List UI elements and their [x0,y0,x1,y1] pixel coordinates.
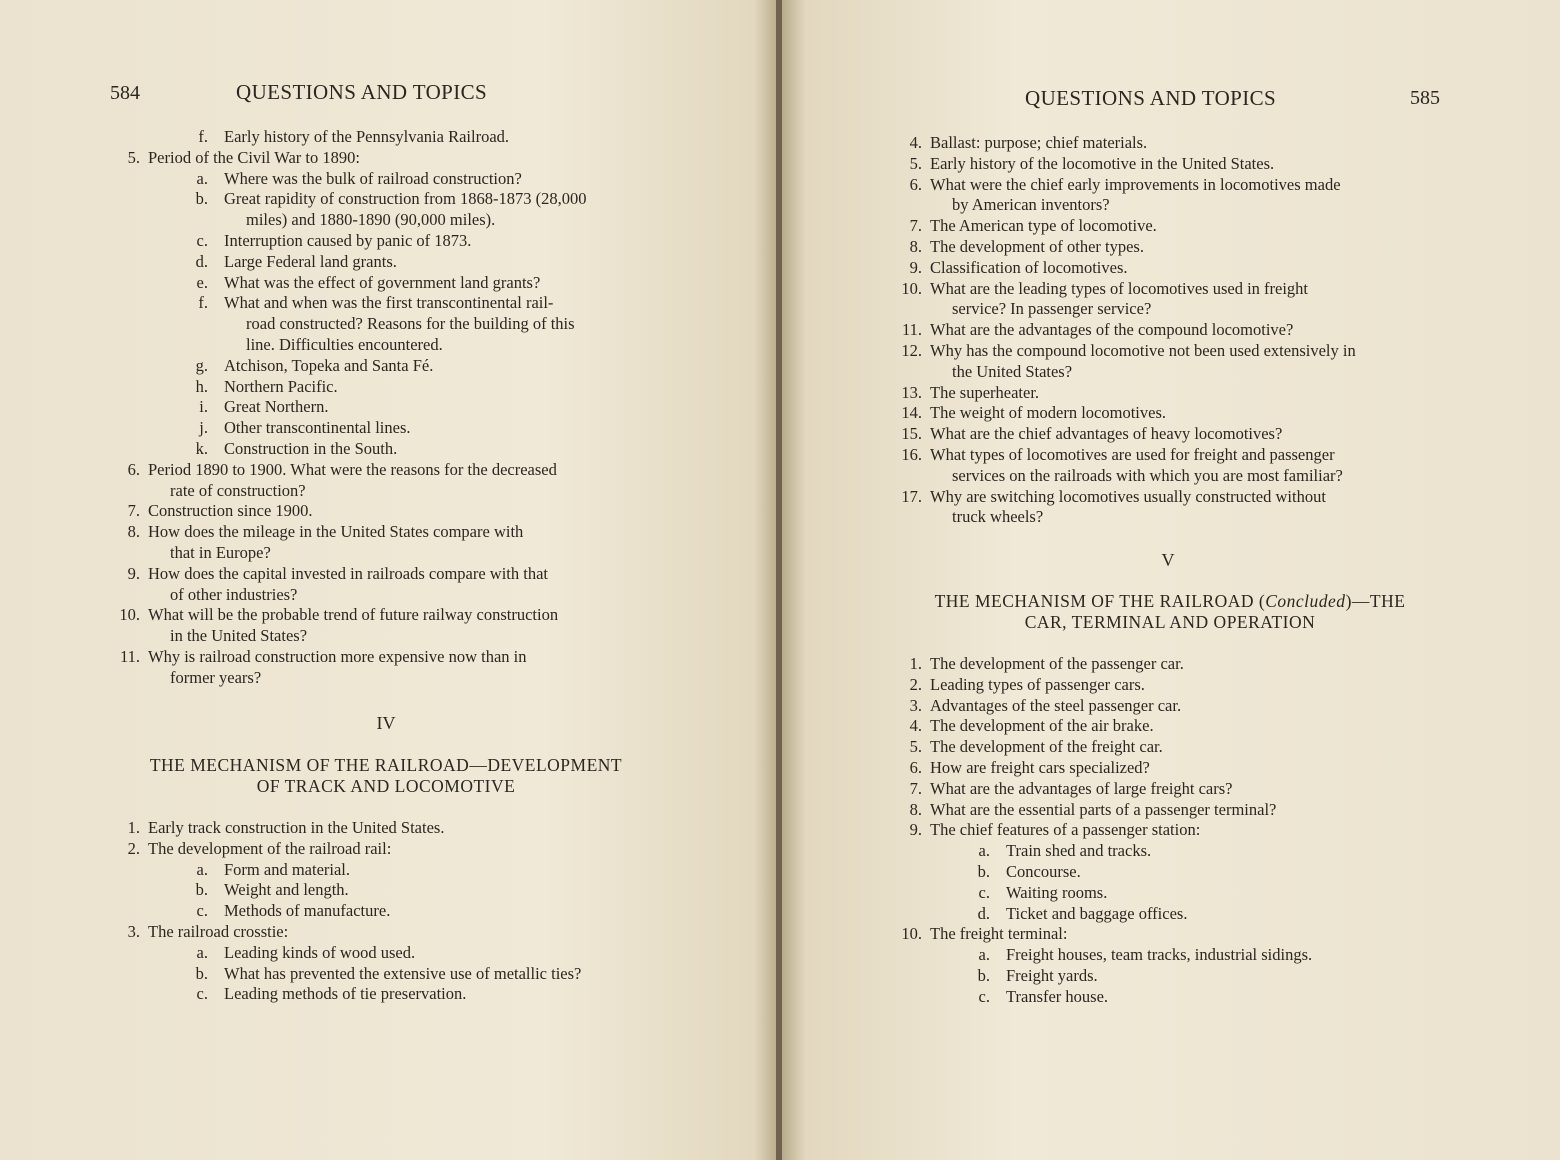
section-title-line: OF TRACK AND LOCOMOTIVE [256,776,516,796]
topic-list [110,818,670,1005]
list-item-continuation [110,210,670,231]
item-text: The development of the railroad rail: [148,838,392,858]
item-number: d. [977,903,990,923]
list-item [892,487,1452,508]
list-item [110,647,670,668]
item-text: The freight terminal: [930,924,1068,944]
running-head: QUESTIONS AND TOPICS [236,80,488,104]
list-item [892,279,1452,300]
list-item [892,258,1452,279]
list-item [892,987,1452,1008]
item-number: a. [196,942,208,962]
item-text: Why are switching locomotives usually constructed without [930,486,1326,506]
list-item-continuation [892,299,1452,320]
item-text: How does the mileage in the United States compare with [148,522,524,542]
item-text: What are the leading types of locomotives used in freight [930,278,1309,298]
item-text: in the United States? [170,626,308,646]
list-item [892,779,1452,800]
list-item [892,424,1452,445]
item-number: 14. [901,403,922,423]
list-item-continuation [892,362,1452,383]
section-number: V [1161,550,1175,570]
section-number: IV [376,713,396,733]
item-number: c. [196,984,208,1004]
item-text: What are the chief advantages of heavy locomotives? [930,424,1283,444]
item-text: Advantages of the steel passenger car. [930,695,1182,715]
item-number: h. [195,376,208,396]
left-page [0,0,778,1160]
item-text: Where was the bulk of railroad construction? [224,168,522,188]
list-item-continuation [892,195,1452,216]
item-number: a. [196,168,208,188]
list-item [892,945,1452,966]
item-number: f. [198,293,208,313]
item-text: The weight of modern locomotives. [930,403,1166,423]
item-text: What and when was the first transcontinental rail- [224,293,554,313]
item-number: c. [196,901,208,921]
item-number: b. [195,189,208,209]
list-item [892,862,1452,883]
item-text: Early track construction in the United States. [148,818,445,837]
list-item [110,901,670,922]
item-text: Weight and length. [224,880,349,900]
item-text: Period of the Civil War to 1890: [148,147,360,167]
list-item [110,356,670,377]
item-number: k. [195,438,208,458]
list-item [110,522,670,543]
list-item-continuation [892,507,1452,528]
item-text: Why is railroad construction more expensive now than in [148,646,527,666]
item-text: Construction since 1900. [148,501,313,521]
item-text: What are the advantages of the compound locomotive? [930,320,1294,340]
item-number: 1. [127,818,140,837]
item-number: 17. [901,486,922,506]
item-number: c. [978,986,990,1006]
section-title [894,591,1446,633]
list-item-continuation [110,585,670,606]
item-number: 5. [127,147,140,167]
item-text: Why has the compound locomotive not been used extensively in [930,340,1356,360]
list-item [110,169,670,190]
list-item [110,943,670,964]
item-text: How are freight cars specialized? [930,757,1150,777]
item-text: of other industries? [170,584,298,604]
item-number: 8. [909,236,922,256]
item-text: Interruption caused by panic of 1873. [224,230,472,250]
item-number: 8. [909,799,922,819]
item-text: How does the capital invested in railroads compare with that [148,563,549,583]
section-title-line: CAR, TERMINAL AND OPERATION [1024,612,1316,632]
list-item-continuation [110,335,670,356]
question-list [892,133,1452,528]
item-text: Great Northern. [224,397,329,417]
item-number: 10. [119,605,140,625]
list-item [110,605,670,626]
list-item [892,320,1452,341]
page-number: 584 [110,82,140,104]
item-text: miles) and 1880-1890 (90,000 miles). [246,210,496,230]
list-item [110,564,670,585]
list-item [892,800,1452,821]
item-text: Form and material. [224,859,351,879]
item-number: b. [977,965,990,985]
section-title-line: THE MECHANISM OF THE RAILROAD (Concluded)—THE [934,591,1406,611]
item-number: 6. [909,757,922,777]
page-number: 585 [1410,87,1440,109]
item-text: Concourse. [1006,861,1081,881]
item-text: The development of the passenger car. [930,654,1184,673]
list-item [892,924,1452,945]
list-item [110,189,670,210]
item-number: a. [978,945,990,965]
item-number: b. [195,880,208,900]
item-number: 2. [127,838,140,858]
item-number: c. [978,882,990,902]
item-text: services on the railroads with which you are most familiar? [952,465,1343,485]
item-number: 2. [909,674,922,694]
item-number: d. [195,251,208,271]
list-item-continuation [110,668,670,689]
item-text: that in Europe? [170,542,271,562]
item-text: Great rapidity of construction from 1868-1873 (28,000 [224,189,587,209]
item-text: truck wheels? [952,507,1044,527]
item-text: Ballast: purpose; chief materials. [930,133,1148,152]
item-text: Northern Pacific. [224,376,338,396]
item-number: 4. [909,716,922,736]
list-item [110,231,670,252]
item-number: c. [196,230,208,250]
item-text: What were the chief early improvements in locomotives made [930,174,1341,194]
item-text: Early history of the Pennsylvania Railroad. [224,127,510,146]
item-text: The American type of locomotive. [930,216,1157,236]
item-text: Leading methods of tie preservation. [224,984,467,1004]
item-text: Methods of manufacture. [224,901,391,921]
item-text: Waiting rooms. [1006,882,1108,902]
list-item [892,758,1452,779]
item-text: Transfer house. [1006,986,1109,1006]
item-number: 6. [909,174,922,194]
item-text: Ticket and baggage offices. [1006,903,1188,923]
list-item [892,175,1452,196]
item-text: What will be the probable trend of future railway construction [148,605,559,625]
item-number: 5. [909,737,922,757]
item-number: 9. [127,563,140,583]
list-item [892,675,1452,696]
item-text: The development of the air brake. [930,716,1154,736]
item-number: 10. [901,278,922,298]
item-text: What are the essential parts of a passenger terminal? [930,799,1277,819]
list-item [892,154,1452,175]
item-number: j. [199,418,208,438]
list-item [110,252,670,273]
list-item [892,716,1452,737]
list-item-continuation [110,481,670,502]
list-item [110,273,670,294]
list-item-continuation [110,543,670,564]
item-text: Leading types of passenger cars. [930,674,1145,694]
topic-list [892,654,1452,1008]
list-item [110,377,670,398]
item-number: a. [978,841,990,861]
list-item [110,397,670,418]
list-item [110,984,670,1005]
list-item [892,820,1452,841]
list-item [892,883,1452,904]
item-number: 1. [909,654,922,673]
list-item [110,293,670,314]
item-number: 6. [127,459,140,479]
running-head: QUESTIONS AND TOPICS [1025,86,1277,110]
item-text: rate of construction? [170,480,306,500]
item-text: Period 1890 to 1900. What were the reasons for the decreased [148,459,557,479]
item-number: 10. [901,924,922,944]
item-number: i. [199,397,208,417]
list-item-continuation [110,626,670,647]
list-item [110,501,670,522]
item-number: 11. [901,320,922,340]
item-text: What types of locomotives are used for freight and passenger [930,444,1335,464]
item-text: The development of the freight car. [930,737,1163,757]
list-item [110,127,670,148]
list-item [892,654,1452,675]
list-item [110,880,670,901]
list-item [892,341,1452,362]
item-number: g. [195,355,208,375]
list-item [110,418,670,439]
item-text: Early history of the locomotive in the United States. [930,153,1275,173]
right-page [782,0,1560,1160]
list-item [110,818,670,839]
list-item [892,737,1452,758]
item-number: 4. [909,133,922,152]
list-item [892,216,1452,237]
item-text: The chief features of a passenger station: [930,820,1201,840]
item-text: What are the advantages of large freight cars? [930,778,1233,798]
item-number: b. [977,861,990,881]
item-number: 13. [901,382,922,402]
item-text: Leading kinds of wood used. [224,942,416,962]
item-text: the United States? [952,361,1073,381]
item-text: by American inventors? [952,195,1110,215]
item-number: 8. [127,522,140,542]
list-item [892,403,1452,424]
item-text: Construction in the South. [224,438,398,458]
list-item [892,237,1452,258]
item-number: 9. [909,820,922,840]
item-text: Large Federal land grants. [224,251,397,271]
list-item-continuation [892,466,1452,487]
item-text: The development of other types. [930,236,1144,256]
list-item [110,148,670,169]
item-number: e. [196,272,208,292]
list-item [110,922,670,943]
list-item [110,439,670,460]
item-number: 16. [901,444,922,464]
item-text: What was the effect of government land grants? [224,272,541,292]
item-number: 7. [909,778,922,798]
list-item [110,839,670,860]
list-item [892,696,1452,717]
item-number: b. [195,963,208,983]
item-text: Freight houses, team tracks, industrial sidings. [1006,945,1313,965]
list-item [892,904,1452,925]
list-item [110,964,670,985]
list-item [892,133,1452,154]
item-number: 9. [909,257,922,277]
item-text: former years? [170,667,262,687]
item-number: 3. [909,695,922,715]
item-number: 11. [119,646,140,666]
section-title [110,755,662,797]
item-text: Train shed and tracks. [1006,841,1152,861]
list-item [110,460,670,481]
item-text: The railroad crosstie: [148,921,289,941]
item-text: line. Difficulties encountered. [246,334,443,354]
item-number: 12. [901,340,922,360]
item-number: a. [196,859,208,879]
item-number: 7. [127,501,140,521]
item-number: f. [198,127,208,146]
item-text: Classification of locomotives. [930,257,1128,277]
item-number: 7. [909,216,922,236]
item-text: service? In passenger service? [952,299,1152,319]
section-title-line: THE MECHANISM OF THE RAILROAD—DEVELOPMENT [149,755,623,775]
item-text: Atchison, Topeka and Santa Fé. [224,355,434,375]
item-text: road constructed? Reasons for the building of this [246,314,575,334]
list-item-continuation [110,314,670,335]
question-list [110,127,670,689]
list-item [892,383,1452,404]
list-item [110,860,670,881]
item-text: What has prevented the extensive use of metallic ties? [224,963,582,983]
item-text: Freight yards. [1006,965,1098,985]
item-text: The superheater. [930,382,1040,402]
list-item [892,966,1452,987]
item-number: 3. [127,921,140,941]
item-number: 15. [901,424,922,444]
item-text: Other transcontinental lines. [224,418,411,438]
item-number: 5. [909,153,922,173]
list-item [892,841,1452,862]
list-item [892,445,1452,466]
